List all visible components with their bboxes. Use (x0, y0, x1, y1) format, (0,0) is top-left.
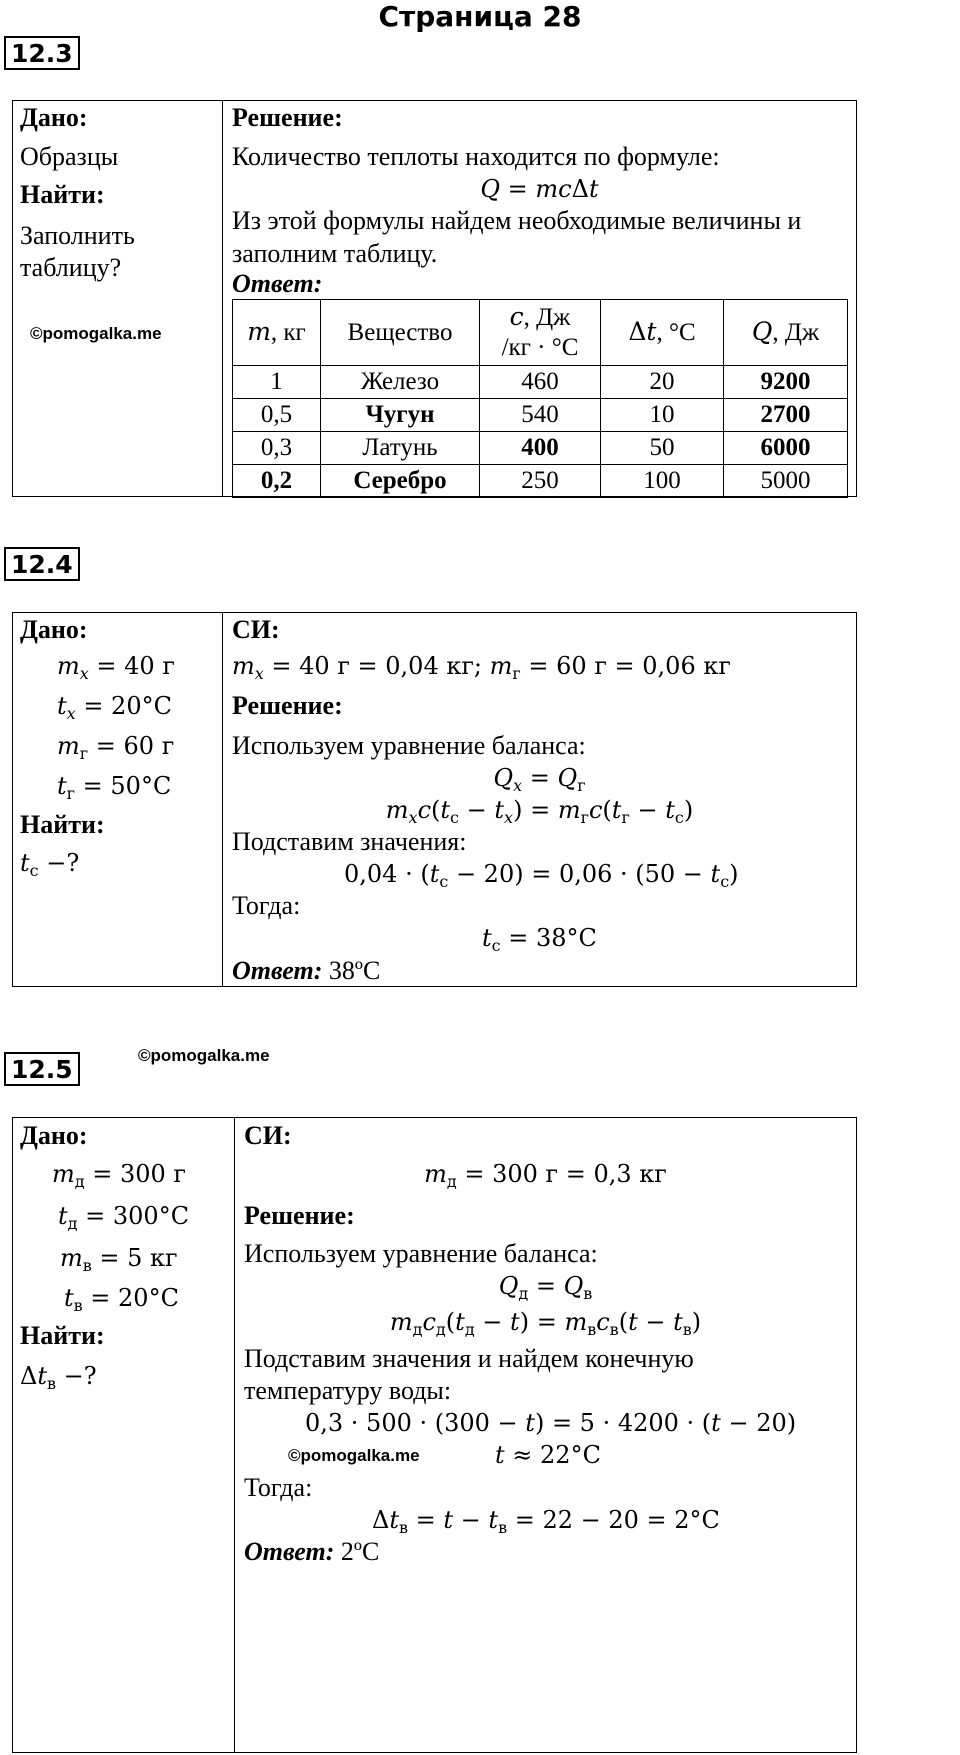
table-cell: Серебро (321, 465, 480, 498)
table-cell: 2700 (724, 399, 848, 432)
solution-text-subst: Подставим значения: (232, 827, 467, 856)
table-row (233, 366, 848, 399)
watermark: ©pomogalka.me (30, 324, 162, 343)
find-delta-temp-v: $\Delta t_в$ −? (20, 1362, 97, 1393)
solution-text-line-3: заполним таблицу. (232, 239, 438, 268)
table-header-row (233, 300, 848, 366)
solution-label: Решение: (232, 691, 343, 720)
table-cell: 400 (480, 432, 601, 465)
answer-label: Ответ: (232, 956, 323, 985)
table-cell: 100 (601, 465, 724, 498)
given-temp-v: $t_в = 20^\circ C$ (64, 1284, 179, 1315)
answer-line (244, 1534, 379, 1570)
watermark: ©pomogalka.me (138, 1046, 270, 1065)
table-cell: 9200 (724, 366, 848, 399)
given-label: Дано: (20, 1121, 88, 1150)
formula-q-mc-dt: Q = mcΔt (480, 175, 599, 203)
answer-line (232, 953, 380, 989)
answer-label: Ответ: (232, 269, 323, 298)
answer-label: Ответ: (244, 1537, 335, 1566)
watermark: ©pomogalka.me (288, 1446, 420, 1465)
problem-number-12-4: 12.4 (4, 547, 80, 581)
table-row (233, 399, 848, 432)
find-label: Найти: (20, 1321, 105, 1350)
problem-number-12-3: 12.3 (4, 36, 80, 70)
problem-12-5-divider (234, 1117, 235, 1753)
table-cell: 5000 (724, 465, 848, 498)
given-mass-d: $m_д = 300$ г (52, 1160, 187, 1191)
result-temp-c: $t_c = 38^\circ C$ (482, 924, 597, 955)
table-row (233, 432, 848, 465)
solution-text-balance: Используем уравнение баланса: (244, 1239, 598, 1268)
given-temp-d: $t_д = 300^\circ C$ (58, 1202, 190, 1233)
header-heat: Q, Дж (724, 300, 848, 366)
table-cell: 20 (601, 366, 724, 399)
table-cell: 540 (480, 399, 601, 432)
si-conversion: $m_x = 40$ г = 0,04 кг; $m_г = 60$ г = 0,06 кг (232, 652, 731, 683)
given-temp-g: $t_г = 50^\circ C$ (57, 772, 172, 803)
answer-value: 2ºС (340, 1537, 380, 1566)
solution-text-then: Тогда: (244, 1473, 313, 1502)
page-title: Страница 28 (378, 0, 582, 33)
equation-qx-qg: $Q_x = Q_г$ (493, 764, 586, 795)
equation-balance: $m_дc_д(t_д - t) = m_вc_в(t - t_в)$ (389, 1308, 702, 1339)
si-conversion: $m_д = 300$ г = 0,3 кг (424, 1160, 667, 1191)
table-cell: 0,5 (233, 399, 321, 432)
equation-qd-qv: $Q_д = Q_в$ (498, 1272, 593, 1303)
equation-substituted: $0,04 \cdot (t_c - 20) = 0,06 \cdot (50 - t_c)$ (344, 860, 739, 891)
answer-value: 38ºС (328, 956, 381, 985)
solution-text-then: Тогда: (232, 891, 301, 920)
table-cell: 6000 (724, 432, 848, 465)
find-value-line-2: таблицу? (20, 253, 122, 282)
given-label: Дано: (20, 615, 88, 644)
given-temp-x: $t_x = 20^\circ C$ (57, 692, 172, 723)
table-row (233, 465, 848, 498)
solution-label: Решение: (244, 1201, 355, 1230)
si-label: СИ: (244, 1121, 292, 1150)
solution-text-line-1: Количество теплоты находится по формуле: (232, 142, 720, 171)
given-value: Образцы (20, 142, 119, 171)
solution-text-subst-line-1: Подставим значения и найдем конечную (244, 1344, 694, 1373)
solution-text-balance: Используем уравнение баланса: (232, 731, 586, 760)
header-mass: m, кг (233, 300, 321, 366)
solution-text-subst-line-2: температуру воды: (244, 1376, 452, 1405)
header-substance: Вещество (321, 300, 480, 366)
problem-number-12-5: 12.5 (4, 1052, 80, 1086)
find-label: Найти: (20, 180, 105, 209)
results-table (232, 299, 848, 498)
given-mass-g: $m_г = 60$ г (57, 732, 175, 763)
table-cell: Железо (321, 366, 480, 399)
equation-substituted: 0,3 · 500 · (300 − t) = 5 · 4200 · (t − 20) (305, 1409, 797, 1437)
table-cell: 0,2 (233, 465, 321, 498)
solution-label: Решение: (232, 103, 343, 132)
given-mass-x: $m_x = 40$ г (57, 652, 175, 683)
table-cell: 10 (601, 399, 724, 432)
header-delta-t: Δt, °С (601, 300, 724, 366)
header-heat-capacity: c, Дж /кг · °С (480, 300, 601, 366)
table-cell: 0,3 (233, 432, 321, 465)
problem-12-3-divider (222, 100, 223, 497)
table-cell: 250 (480, 465, 601, 498)
si-label: СИ: (232, 615, 280, 644)
table-cell: 50 (601, 432, 724, 465)
table-cell: Чугун (321, 399, 480, 432)
solution-text-line-2: Из этой формулы найдем необходимые величины и (232, 206, 802, 235)
table-cell: Латунь (321, 432, 480, 465)
given-label: Дано: (20, 103, 88, 132)
result-temp-t: t ≈ 22°C (495, 1441, 601, 1469)
find-value-line-1: Заполнить (20, 221, 135, 250)
table-cell: 1 (233, 366, 321, 399)
table-cell: 460 (480, 366, 601, 399)
equation-balance: $m_xc(t_c - t_x) = m_гc(t_г - t_c)$ (385, 796, 694, 827)
result-delta-temp: $\Delta t_в = t - t_в = 22 - 20 = 2^\circ C$ (372, 1506, 720, 1537)
find-temp-c: $t_c$ −? (20, 849, 80, 880)
find-label: Найти: (20, 810, 105, 839)
given-mass-v: $m_в = 5$ кг (60, 1244, 178, 1275)
